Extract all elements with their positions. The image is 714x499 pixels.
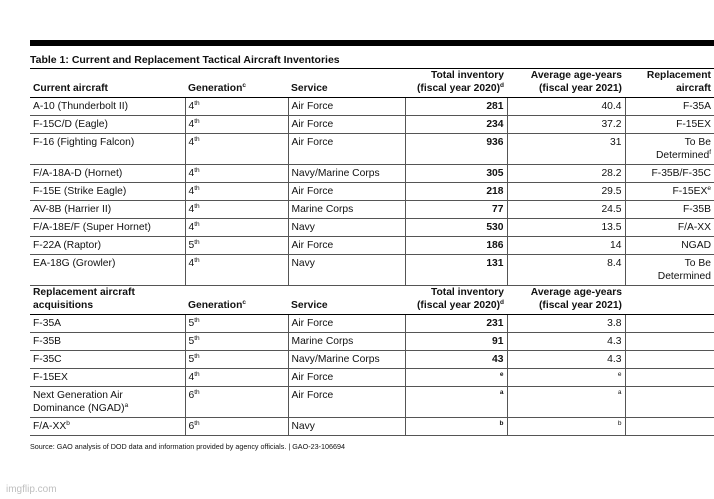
cell-empty bbox=[625, 333, 714, 351]
cell-age: b bbox=[507, 418, 625, 436]
cell-generation: 4th bbox=[185, 165, 288, 183]
cell-age: 8.4 bbox=[507, 255, 625, 286]
cell-service: Air Force bbox=[288, 237, 405, 255]
cell-aircraft: F/A-18E/F (Super Hornet) bbox=[30, 219, 185, 237]
cell-age: 31 bbox=[507, 134, 625, 165]
cell-aircraft: $F/A-XX^b$ bbox=[30, 418, 185, 436]
cell-service: Navy/Marine Corps bbox=[288, 351, 405, 369]
cell-age: 13.5 bbox=[507, 219, 625, 237]
cell-aircraft: F-15C/D (Eagle) bbox=[30, 116, 185, 134]
header-total-inventory: Total inventory (fiscal year 2020)$^d$ bbox=[405, 69, 507, 98]
cell-service: Navy bbox=[288, 418, 405, 436]
table-row bbox=[30, 369, 714, 387]
cell-inventory: 218 bbox=[405, 183, 507, 201]
table-title: Table 1: Current and Replacement Tactical Aircraft Inventories bbox=[30, 54, 340, 66]
cell-service: Marine Corps bbox=[288, 333, 405, 351]
cell-generation: 4th bbox=[185, 116, 288, 134]
table-row bbox=[30, 219, 714, 237]
cell-age: e bbox=[507, 369, 625, 387]
header-current-aircraft: Current aircraft bbox=[30, 69, 185, 98]
cell-inventory: 231 bbox=[405, 315, 507, 333]
cell-aircraft: F-35C bbox=[30, 351, 185, 369]
cell-generation: 4th bbox=[185, 183, 288, 201]
replacement-aircraft-rows bbox=[30, 315, 714, 436]
table-row bbox=[30, 315, 714, 333]
cell-aircraft: A-10 (Thunderbolt II) bbox=[30, 98, 185, 116]
cell-service: Navy bbox=[288, 255, 405, 286]
replacement-header-row bbox=[30, 286, 714, 315]
inventory-table bbox=[30, 68, 714, 436]
cell-empty bbox=[625, 369, 714, 387]
cell-empty bbox=[625, 351, 714, 369]
cell-age: 3.8 bbox=[507, 315, 625, 333]
cell-inventory: 234 bbox=[405, 116, 507, 134]
cell-age: 4.3 bbox=[507, 351, 625, 369]
cell-aircraft: AV-8B (Harrier II) bbox=[30, 201, 185, 219]
cell-generation: 4th bbox=[185, 255, 288, 286]
current-header-row bbox=[30, 69, 714, 98]
cell-replacement: To Be Determined$^f$ bbox=[625, 134, 714, 165]
cell-inventory: 936 bbox=[405, 134, 507, 165]
table-row bbox=[30, 237, 714, 255]
cell-service: Air Force bbox=[288, 134, 405, 165]
cell-service: Navy/Marine Corps bbox=[288, 165, 405, 183]
cell-age: a bbox=[507, 387, 625, 418]
cell-service: Air Force bbox=[288, 315, 405, 333]
cell-aircraft: F-15E (Strike Eagle) bbox=[30, 183, 185, 201]
cell-generation: 4th bbox=[185, 219, 288, 237]
cell-aircraft: F/A-18A-D (Hornet) bbox=[30, 165, 185, 183]
table-row bbox=[30, 201, 714, 219]
header-average-age-2: Average age-years (fiscal year 2021) bbox=[507, 286, 625, 315]
cell-generation: 5th bbox=[185, 237, 288, 255]
header-service-2: Service bbox=[288, 286, 405, 315]
cell-empty bbox=[625, 315, 714, 333]
cell-aircraft: EA-18G (Growler) bbox=[30, 255, 185, 286]
cell-aircraft: Next Generation Air Dominance (NGAD)$^a$ bbox=[30, 387, 185, 418]
cell-replacement: F-35B bbox=[625, 201, 714, 219]
cell-aircraft: F-35B bbox=[30, 333, 185, 351]
table-row bbox=[30, 165, 714, 183]
cell-service: Air Force bbox=[288, 98, 405, 116]
table-row bbox=[30, 134, 714, 165]
header-replacement-aircraft: Replacement aircraft bbox=[625, 69, 714, 98]
cell-replacement: F/A-XX bbox=[625, 219, 714, 237]
cell-service: Air Force bbox=[288, 369, 405, 387]
table-row bbox=[30, 418, 714, 436]
table-row bbox=[30, 333, 714, 351]
cell-service: Air Force bbox=[288, 183, 405, 201]
cell-empty bbox=[625, 418, 714, 436]
cell-service: Navy bbox=[288, 219, 405, 237]
watermark: imgflip.com bbox=[6, 484, 57, 495]
cell-generation: 4th bbox=[185, 98, 288, 116]
cell-replacement: NGAD bbox=[625, 237, 714, 255]
source-note: Source: GAO analysis of DOD data and information provided by agency officials. | GAO-23-106694 bbox=[30, 442, 345, 451]
header-generation-2: Generation$^c$ bbox=[185, 286, 288, 315]
table-row bbox=[30, 351, 714, 369]
cell-replacement: F-35A bbox=[625, 98, 714, 116]
cell-inventory: 281 bbox=[405, 98, 507, 116]
cell-replacement: To Be Determined bbox=[625, 255, 714, 286]
cell-age: 37.2 bbox=[507, 116, 625, 134]
cell-inventory: e bbox=[405, 369, 507, 387]
current-aircraft-rows bbox=[30, 98, 714, 286]
cell-service: Air Force bbox=[288, 387, 405, 418]
table-row bbox=[30, 255, 714, 286]
cell-generation: 4th bbox=[185, 201, 288, 219]
header-average-age: Average age-years (fiscal year 2021) bbox=[507, 69, 625, 98]
header-service: Service bbox=[288, 69, 405, 98]
cell-generation: 5th bbox=[185, 351, 288, 369]
cell-inventory: 91 bbox=[405, 333, 507, 351]
header-generation: Generation$^c$ bbox=[185, 69, 288, 98]
cell-inventory: b bbox=[405, 418, 507, 436]
cell-inventory: 131 bbox=[405, 255, 507, 286]
cell-age: 24.5 bbox=[507, 201, 625, 219]
cell-age: 40.4 bbox=[507, 98, 625, 116]
cell-generation: 6th bbox=[185, 387, 288, 418]
table-row bbox=[30, 183, 714, 201]
cell-age: 29.5 bbox=[507, 183, 625, 201]
cell-inventory: 77 bbox=[405, 201, 507, 219]
cell-generation: 5th bbox=[185, 333, 288, 351]
top-rule bbox=[30, 40, 714, 46]
cell-age: 14 bbox=[507, 237, 625, 255]
header-replacement-acquisitions: Replacement aircraft acquisitions bbox=[30, 286, 185, 315]
cell-empty bbox=[625, 387, 714, 418]
cell-replacement: F-15EX bbox=[625, 116, 714, 134]
cell-service: Air Force bbox=[288, 116, 405, 134]
table-row bbox=[30, 387, 714, 418]
cell-aircraft: F-15EX bbox=[30, 369, 185, 387]
cell-inventory: 530 bbox=[405, 219, 507, 237]
table-row bbox=[30, 116, 714, 134]
table-container bbox=[30, 40, 714, 451]
cell-generation: 5th bbox=[185, 315, 288, 333]
cell-replacement: F-35B/F-35C bbox=[625, 165, 714, 183]
header-total-inventory-2: Total inventory (fiscal year 2020)$^d$ bbox=[405, 286, 507, 315]
cell-inventory: 186 bbox=[405, 237, 507, 255]
table-row bbox=[30, 98, 714, 116]
cell-aircraft: F-22A (Raptor) bbox=[30, 237, 185, 255]
cell-generation: 4th bbox=[185, 134, 288, 165]
cell-generation: 6th bbox=[185, 418, 288, 436]
cell-inventory: 305 bbox=[405, 165, 507, 183]
cell-age: 28.2 bbox=[507, 165, 625, 183]
cell-inventory: 43 bbox=[405, 351, 507, 369]
cell-generation: 4th bbox=[185, 369, 288, 387]
cell-replacement: $F-15EX^e$ bbox=[625, 183, 714, 201]
cell-age: 4.3 bbox=[507, 333, 625, 351]
cell-aircraft: F-16 (Fighting Falcon) bbox=[30, 134, 185, 165]
header-empty bbox=[625, 286, 714, 315]
cell-aircraft: F-35A bbox=[30, 315, 185, 333]
cell-service: Marine Corps bbox=[288, 201, 405, 219]
cell-inventory: a bbox=[405, 387, 507, 418]
